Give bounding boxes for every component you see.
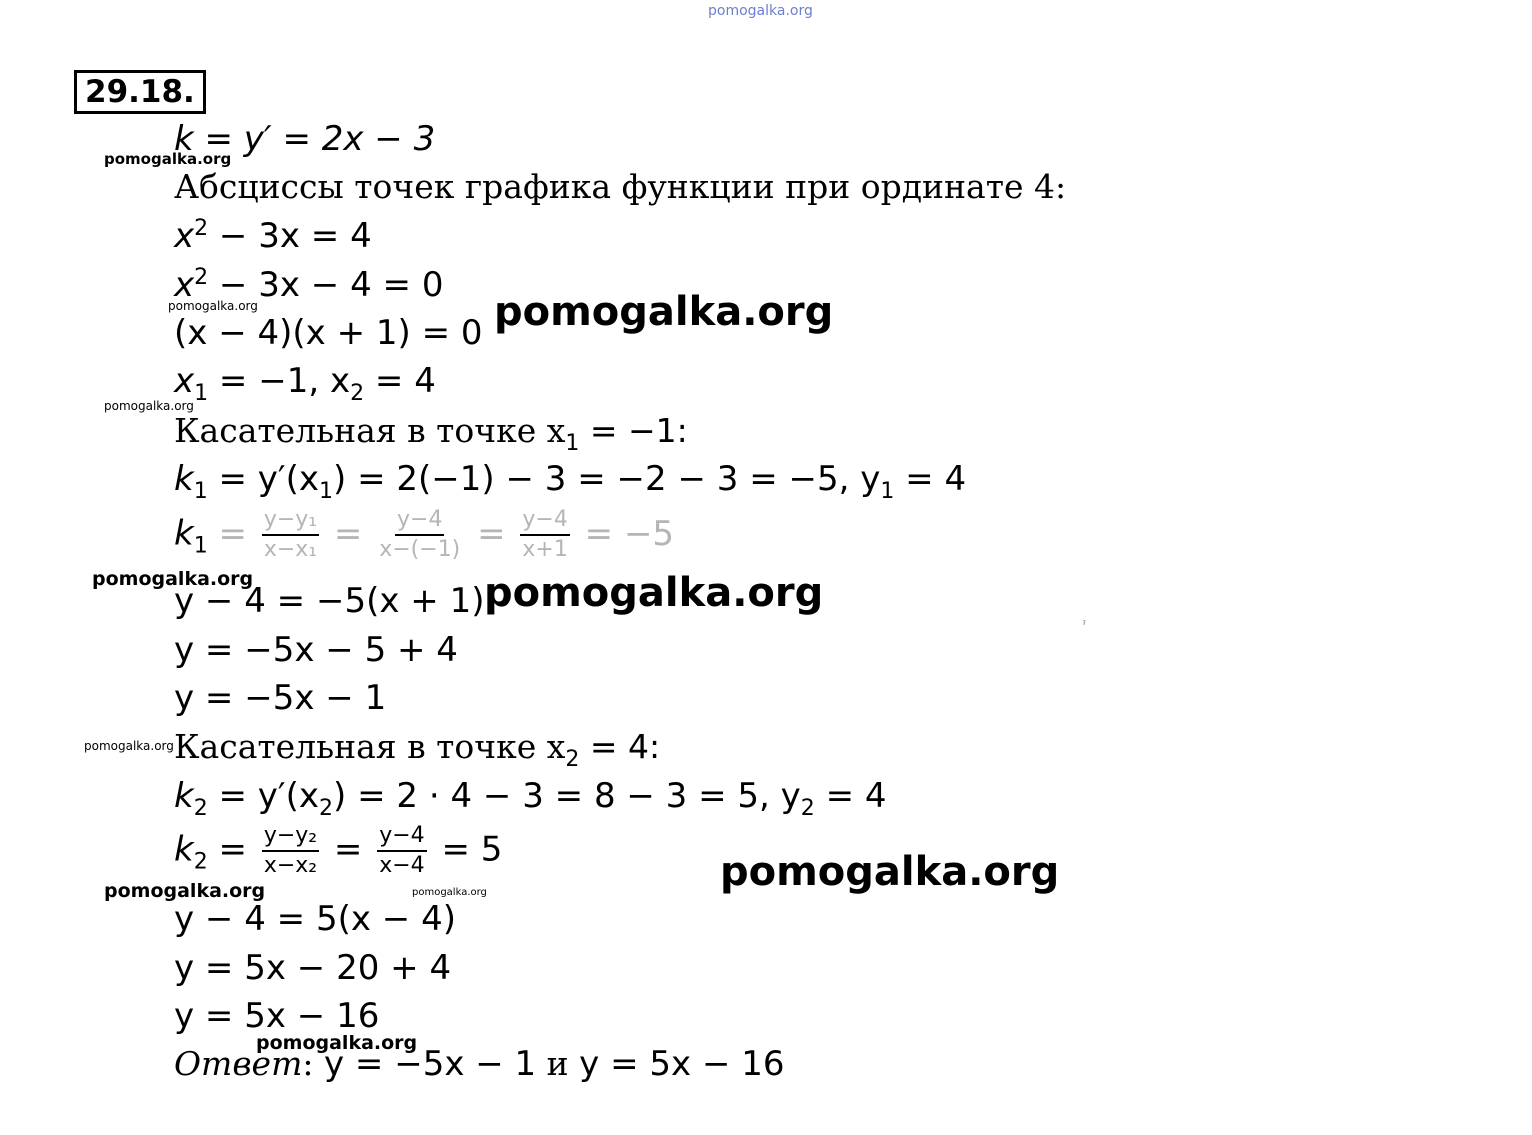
text: :: [302, 1044, 324, 1083]
expr: − 3x − 4 = 0: [208, 265, 444, 305]
expr: =: [207, 829, 258, 870]
line-k1-derivative: [174, 459, 967, 504]
watermark-medium: pomogalka.org: [92, 568, 254, 590]
line-roots: [174, 361, 436, 406]
expr: =: [207, 513, 258, 554]
line-k2-derivative: [174, 776, 887, 821]
watermark-large: pomogalka.org: [720, 849, 1060, 895]
watermark-large: pomogalka.org: [484, 570, 824, 616]
var: k: [174, 829, 194, 870]
expr: = −1, x: [208, 361, 351, 401]
sup: 2: [194, 265, 209, 290]
expr: ) = 2(−1) − 3 = −2 − 3 = −5, y: [333, 459, 881, 499]
line-tangent-2-point-slope: y − 4 = 5(x − 4): [174, 899, 456, 939]
fraction: [262, 824, 319, 878]
line-derivative: k = y′ = 2x − 3: [174, 119, 436, 159]
problem-number: 29.18.: [74, 70, 206, 114]
expr: =: [466, 513, 517, 554]
var: k: [174, 776, 194, 816]
expr: =: [323, 829, 374, 870]
line-tangent-1-expand: y = −5x − 5 + 4: [174, 630, 458, 670]
watermark-small: pomogalka.org: [168, 299, 258, 313]
expr: = 4: [814, 776, 887, 816]
line-k1-fractions: [174, 508, 674, 562]
sub: 2: [319, 796, 334, 821]
line-factored: (x − 4)(x + 1) = 0: [174, 313, 483, 353]
line-equation-1: [174, 216, 372, 256]
var: x: [174, 216, 195, 256]
var: x: [174, 265, 195, 305]
numerator: y−4: [395, 508, 444, 536]
var: k: [174, 513, 194, 554]
expr: = y′(x: [207, 776, 320, 816]
text: и: [536, 1044, 580, 1083]
line-tangent-1-heading: [174, 411, 688, 456]
watermark-medium: pomogalka.org: [104, 880, 266, 902]
sub: 1: [193, 479, 208, 504]
faded-expr: [207, 507, 675, 563]
fraction: [520, 508, 569, 562]
expr: ) = 2 · 4 − 3 = 8 − 3 = 5, y: [333, 776, 801, 816]
fraction: [262, 508, 319, 562]
watermark-small: pomogalka.org: [104, 150, 232, 168]
line-equation-2: [174, 265, 444, 305]
watermark-small: pomogalka.org: [84, 739, 174, 753]
line-tangent-2-expand: y = 5x − 20 + 4: [174, 948, 452, 988]
line-abscissa-text: Абсциссы точек графика функции при ординате 4:: [174, 167, 1067, 206]
expr: y = 5x − 16: [579, 1044, 785, 1084]
numerator: y−y₂: [262, 824, 319, 852]
fraction: [377, 508, 462, 562]
denominator: x+1: [522, 537, 568, 563]
sub: 1: [193, 533, 208, 559]
denominator: x−(−1): [379, 537, 461, 563]
line-tangent-2-result: y = 5x − 16: [174, 996, 380, 1036]
sub: 1: [565, 431, 580, 456]
text: Касательная в точке x: [174, 411, 566, 450]
expr: = −1:: [579, 411, 688, 450]
sub: 2: [800, 796, 815, 821]
sub: 2: [565, 747, 580, 772]
sub: 2: [193, 849, 208, 875]
sub: 1: [319, 479, 334, 504]
denominator: x−x₁: [263, 537, 318, 563]
watermark-medium: pomogalka.org: [256, 1032, 418, 1054]
numerator: y−4: [520, 508, 569, 536]
expr: = 4: [364, 361, 436, 401]
expr: = −5: [573, 513, 675, 554]
line-tangent-1-point-slope: y − 4 = −5(x + 1): [174, 581, 485, 621]
watermark-large: pomogalka.org: [494, 289, 834, 335]
sub: 2: [193, 796, 208, 821]
var: x: [174, 361, 195, 401]
line-answer: [174, 1044, 785, 1084]
denominator: x−x₂: [263, 853, 318, 879]
watermark-small: pomogalka.org: [412, 887, 487, 898]
line-tangent-1-result: y = −5x − 1: [174, 678, 387, 718]
answer-label: Ответ: [174, 1044, 303, 1083]
expr: = y′(x: [207, 459, 320, 499]
denominator: x−4: [379, 853, 425, 879]
text: Касательная в точке x: [174, 727, 566, 766]
numerator: y−y₁: [262, 508, 319, 536]
sub: 1: [194, 381, 209, 406]
line-k2-fractions: [174, 824, 502, 878]
expr: = 4: [894, 459, 967, 499]
line-tangent-2-heading: [174, 727, 661, 772]
expr: − 3x = 4: [208, 216, 372, 256]
expr: = 4:: [579, 727, 661, 766]
expr: y = −5x − 1: [323, 1044, 537, 1084]
numerator: y−4: [377, 824, 426, 852]
fraction: [377, 824, 426, 878]
expr: = 5: [430, 829, 503, 870]
sup: 2: [194, 216, 209, 241]
watermark-top: pomogalka.org: [708, 3, 813, 19]
stray-mark: ˀ: [1083, 620, 1086, 631]
sub: 1: [880, 479, 895, 504]
watermark-small: pomogalka.org: [104, 399, 194, 413]
var: k: [174, 459, 194, 499]
expr: =: [323, 513, 374, 554]
sub: 2: [350, 381, 365, 406]
